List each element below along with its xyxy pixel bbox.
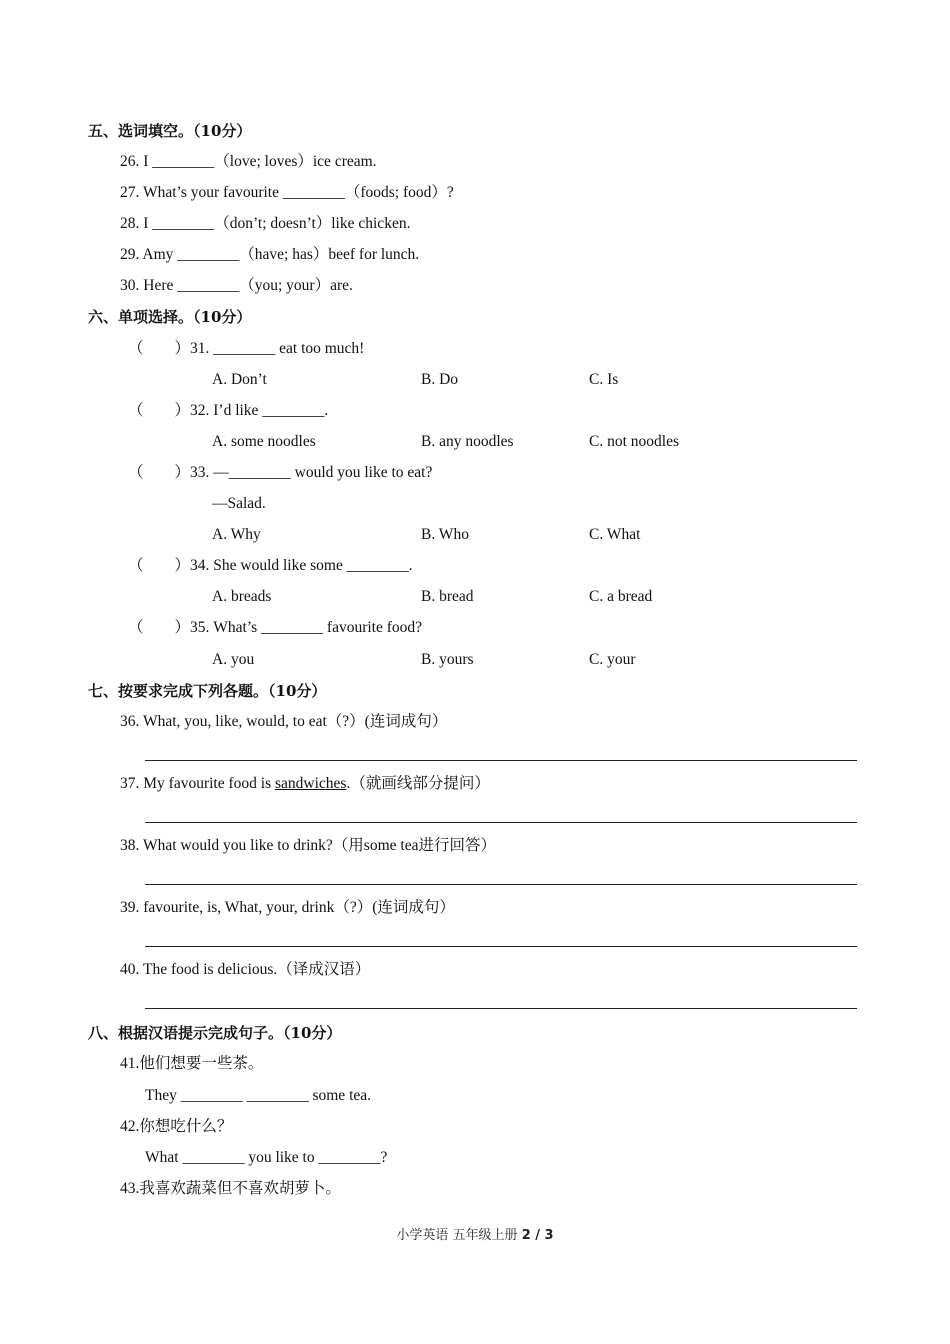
question-37-prefix: 37. My favourite food is — [120, 775, 275, 792]
section-7-heading: 七、按要求完成下列各题。（10分） — [88, 682, 327, 700]
question-37 — [120, 774, 490, 794]
question-35-option-c: C. your — [589, 651, 636, 668]
question-43-chinese: 43.我喜欢蔬菜但不喜欢胡萝卜。 — [120, 1180, 341, 1197]
question-42-english: What ________ you like to ________? — [145, 1149, 388, 1166]
question-27: 27. What’s your favourite ________（foods; food）? — [120, 184, 454, 201]
answer-line-40 — [145, 1008, 857, 1009]
page-footer — [0, 1224, 950, 1243]
question-37-suffix: .（就画线部分提问） — [346, 775, 490, 792]
question-34-option-b: B. bread — [421, 588, 474, 605]
question-32-stem: （ ）32. I’d like ________. — [128, 402, 329, 419]
question-39: 39. favourite, is, What, your, drink（?）(连词成句） — [120, 899, 455, 916]
question-32-option-c: C. not noodles — [589, 433, 679, 450]
question-29: 29. Amy ________（have; has）beef for lunch. — [120, 246, 420, 263]
question-33-option-c: C. What — [589, 526, 641, 543]
question-28: 28. I ________（don’t; doesn’t）like chicken. — [120, 215, 411, 232]
question-41-chinese: 41.他们想要一些茶。 — [120, 1055, 264, 1072]
question-33-stem: （ ）33. —________ would you like to eat? — [128, 464, 433, 481]
answer-line-38 — [145, 884, 857, 885]
section-5-heading: 五、选词填空。（10分） — [88, 122, 252, 140]
page-number: 2 / 3 — [521, 1228, 554, 1243]
question-32-option-b: B. any noodles — [421, 433, 514, 450]
question-30: 30. Here ________（you; your）are. — [120, 277, 353, 294]
answer-line-37 — [145, 822, 857, 823]
question-34-stem: （ ）34. She would like some ________. — [128, 557, 413, 574]
question-31-stem: （ ）31. ________ eat too much! — [128, 340, 365, 357]
question-40: 40. The food is delicious.（译成汉语） — [120, 961, 371, 978]
question-35-option-a: A. you — [212, 651, 255, 668]
question-38: 38. What would you like to drink?（用some tea进行回答） — [120, 837, 496, 854]
answer-line-36 — [145, 760, 857, 761]
question-42-chinese: 42.你想吃什么？ — [120, 1118, 233, 1135]
question-41-english: They ________ ________ some tea. — [145, 1087, 372, 1104]
question-31-option-a: A. Don’t — [212, 371, 267, 388]
footer-text: 小学英语 五年级上册 — [396, 1228, 522, 1243]
question-37-underlined: sandwiches — [274, 775, 347, 792]
question-35-stem: （ ）35. What’s ________ favourite food? — [128, 619, 423, 636]
question-36: 36. What, you, like, would, to eat（?）(连词成句） — [120, 713, 448, 730]
answer-line-39 — [145, 946, 857, 947]
question-33-option-a: A. Why — [212, 526, 261, 543]
question-33-option-b: B. Who — [421, 526, 469, 543]
question-31-option-c: C. Is — [589, 371, 619, 388]
section-6-heading: 六、单项选择。（10分） — [88, 308, 252, 326]
section-8-heading: 八、根据汉语提示完成句子。（10分） — [88, 1024, 342, 1042]
question-31-option-b: B. Do — [421, 371, 459, 388]
question-34-option-a: A. breads — [212, 588, 272, 605]
question-26: 26. I ________（love; loves）ice cream. — [120, 153, 377, 170]
question-33-answer-line: —Salad. — [212, 495, 266, 512]
question-34-option-c: C. a bread — [589, 588, 653, 605]
question-32-option-a: A. some noodles — [212, 433, 316, 450]
question-35-option-b: B. yours — [421, 651, 474, 668]
